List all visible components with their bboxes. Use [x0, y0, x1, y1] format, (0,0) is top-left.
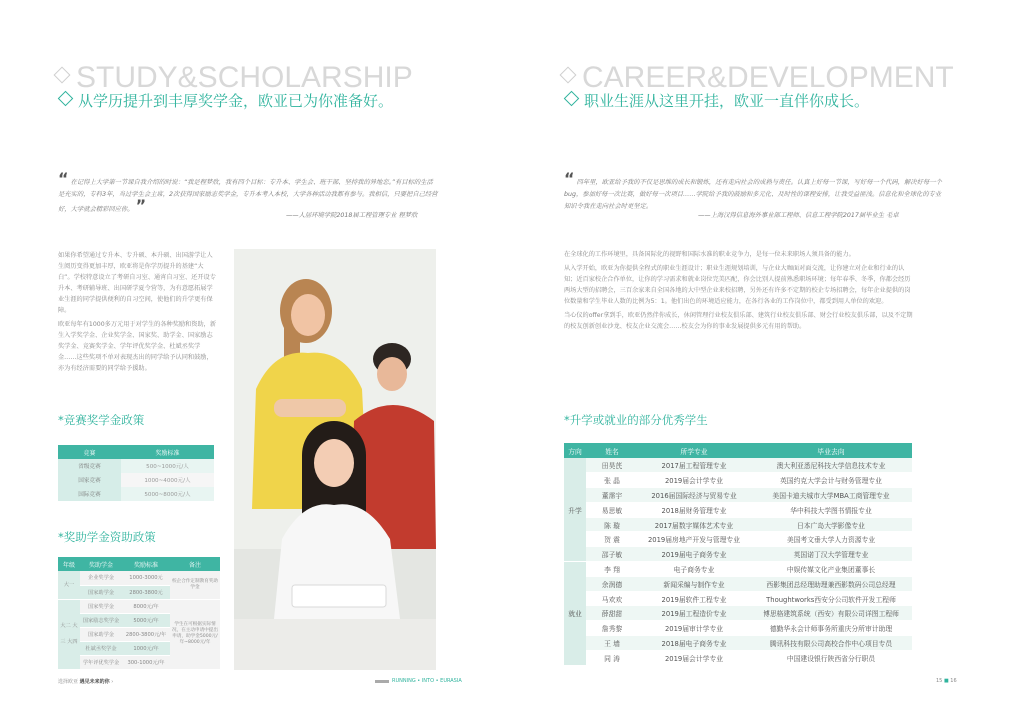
open-quote-icon: “	[58, 169, 69, 188]
table-header: 所学专业	[638, 443, 750, 458]
table-row: 大一 企业奖学金 1000-3000元 校企合作定制教育奖助 学金	[58, 571, 220, 585]
diamond-outline-icon	[560, 67, 577, 84]
body-paragraph: 欧亚每年有1000多万元用于对学生的各种奖励和资助，新生入学奖学金、企业奖学金、国家奖、助学金、国家励志奖学金、竞赛奖学金、学年评优奖学金、杜斌丞奖学金……这些奖项不单对表现杰出的同学给予认同和鼓励，亦为有经济需要的同学给予援助。	[58, 321, 217, 372]
left-page-title: STUDY&SCHOLARSHIP	[56, 62, 413, 94]
body-paragraph: 如果你希望通过专升本、专升硕、本升硕、出国游学让人生阅历变得更加丰厚，欧亚将是你学历提升的基建“大白”。学校特意设立了考研自习室、通宵自习室、还开设专升本、考研辅导班、出国研学夏令营等，为有意愿拓展学业生涯的同学提供便利的自习空间，使他们的升学更有保障。	[58, 252, 216, 314]
financial-aid-title: *奖助学金资助政策	[58, 530, 156, 544]
open-quote-icon: “	[564, 169, 575, 188]
left-quote: “ 在记得上大学第一节课自我介绍的时说：“我是程梦欣，我有四个目标：专升本、学生会、班干部、坚持我的异地恋。”有目标的生活是充实的，专科3年，当过学生会主席，2次获得国家励志奖学金，专升本考入本校，大学各种活动我都有参与。我相信，只要把自己经营好，大学就会精彩回应你。 ”	[58, 169, 438, 215]
right-body-text	[564, 249, 914, 335]
table-row: 国家助学金 2800-3800元/年	[58, 627, 220, 641]
students-photo	[234, 249, 436, 670]
page-separator-icon: ■	[943, 678, 949, 684]
table-row: 王 墙 2018届电子商务专业 腾讯科技有限公司高校合作中心项目专员	[564, 636, 912, 651]
table-header: 备注	[170, 557, 220, 571]
table-row: 董霈宇 2016届国际经济与贸易专业 美国卡迪夫城市大学MBA工商管理专业	[564, 488, 912, 503]
page-number-left: 15	[936, 678, 943, 684]
table-row: 升学 田昊芪 2017届工程管理专业 澳大利亚悉尼科技大学信息技术专业	[564, 458, 912, 473]
table-row: 杜斌丞奖学金 1000元/年	[58, 641, 220, 655]
table-row: 国家助学金 2800-3800元	[58, 585, 220, 599]
left-subtitle: 从学历提升到丰厚奖学金，欧亚已为你准备好。	[60, 91, 393, 111]
body-paragraph: 从入学开始，欧亚为你提供全程式的职业生涯设计；职业生涯规划培训，与企业大咖面对面交流，让你建立对企业和行业的认知；近百家校企合作单位，让你的学习需求和就业岗位完美匹配，你会比别人提前熟悉职场环境；每年春季、冬季，你都会经历两场大型的招聘会，三百余家来自全国各地的大中型企业来校招聘，另外还有许多不定期的校企专场招聘会，每年企业提供的岗位数量和学生毕业人数的比例为5：1。他们出色的环境适应能力，在各行各业的工作岗位中，都受到用人单位的欢迎。	[564, 265, 911, 305]
competition-scholarship-table	[58, 445, 214, 501]
table-header: 奖励标准	[122, 557, 170, 571]
table-row: 就业 李 翔 电子商务专业 中娱传媒文化产业集团董事长	[564, 562, 912, 577]
footer-slogan: RUNNING • INTO • EURASIA	[392, 678, 462, 684]
table-header: 奖助学金	[80, 557, 122, 571]
financial-aid-table	[58, 557, 220, 670]
table-row: 马欢欢 2019届软件工程专业 Thoughtworks西安分公司软件开发工程师	[564, 591, 912, 606]
diamond-outline-icon	[564, 91, 580, 107]
table-row: 薛甜甜 2019届工程造价专业 博思格建筑系统（西安）有限公司详图工程师	[564, 606, 912, 621]
close-quote-icon: ”	[135, 196, 147, 215]
footer-decoration-bar	[375, 680, 389, 683]
table-header: 姓名	[586, 443, 638, 458]
right-quote: “ 四年里，欧亚给予我的不仅是思维的成长和锻炼，还有走向社会的成熟与责任。认真上好每一节课，写好每一个代码，解决好每一个bug，参加好每一次比赛，做好每一次项目……学院给予我的鼓励和多元化、及时性的课程安排，让我受益匪浅。信息化和全球化的专业知识令我在走向社会时更坚定。	[564, 169, 942, 210]
diamond-outline-icon	[58, 91, 74, 107]
diamond-outline-icon	[54, 67, 71, 84]
body-paragraph: 在全球化的工作环境里，具备国际化的视野和国际水准的职业竞争力，是每一位未来职场人须具备的能力。	[564, 251, 855, 258]
table-row: 国际竞赛 5000~8000元/人	[58, 487, 214, 501]
table-row: 大二 大三 大四 国家奖学金 8000元/年 学生在可根据实际情况，在主动申请中提出申请，助学金5000元/年~8000元/年	[58, 599, 220, 613]
competition-scholarship-title: *竞赛奖学金政策	[58, 413, 145, 427]
table-header: 奖励标准	[121, 445, 214, 459]
students-photo-illustration	[234, 249, 436, 670]
arrow-right-icon: ›	[111, 679, 114, 685]
page-number-right: 16	[950, 678, 957, 684]
outstanding-students-title: *升学或就业的部分优秀学生	[564, 413, 708, 427]
table-row: 学年评优奖学金 300-1000元/年	[58, 655, 220, 669]
table-row: 陈 璇 2017届数字媒体艺术专业 日本广岛大学影像专业	[564, 517, 912, 532]
table-row: 同 涛 2019届会计学专业 中国建设银行陕西省分行职员	[564, 650, 912, 665]
table-header: 竞赛	[58, 445, 121, 459]
table-header: 年级	[58, 557, 80, 571]
table-row: 省级竞赛 500~1000元/人	[58, 459, 214, 473]
right-page-title: CAREER&DEVELOPMENT	[562, 62, 954, 94]
table-row: 贺 震 2019届房地产开发与管理专业 美国考文垂大学人力资源专业	[564, 532, 912, 547]
left-body-text	[58, 250, 218, 377]
table-row: 余润德 新闻采编与制作专业 西影集团总经理助理兼西影数码公司总经理	[564, 576, 912, 591]
table-row: 国家励志奖学金 5000元/年	[58, 613, 220, 627]
body-paragraph: 当心仪的offer拿到手，欧亚仍然伴你成长，休闲管理行业校友俱乐部、建筑行业校友俱乐部、财会行业校友俱乐部，以及不定期的校友创新创业沙龙、校友企业交流会……校友会为你的事业发展提供多元有用的帮助。	[564, 312, 913, 330]
table-row: 易思敏 2018届财务管理专业 华中科技大学图书情报专业	[564, 502, 912, 517]
table-header: 方向	[564, 443, 586, 458]
left-footer: 选择欧亚 遇见未来的你 ›	[58, 679, 114, 685]
left-quote-source: ——人居环境学院2018届工程管理专业 程梦欣	[286, 212, 418, 219]
table-row: 张 晶 2019届会计学专业 英国约克大学会计与财务管理专业	[564, 473, 912, 488]
table-row: 詹秀黎 2019届审计学专业 德勤华永会计师事务所重庆分所审计助理	[564, 621, 912, 636]
right-subtitle: 职业生涯从这里开挂，欧亚一直伴你成长。	[566, 91, 869, 111]
table-row: 邵子敏 2019届电子商务专业 英国诺丁汉大学管理专业	[564, 547, 912, 562]
table-row: 国家竞赛 1000~4000元/人	[58, 473, 214, 487]
page-numbers	[936, 678, 957, 684]
outstanding-students-table	[564, 443, 912, 666]
right-quote-source: ——上海汉得信息海外事业部工程师、信息工程学院2017届毕业生 毛卓	[698, 212, 899, 219]
table-header: 毕业去向	[750, 443, 912, 458]
